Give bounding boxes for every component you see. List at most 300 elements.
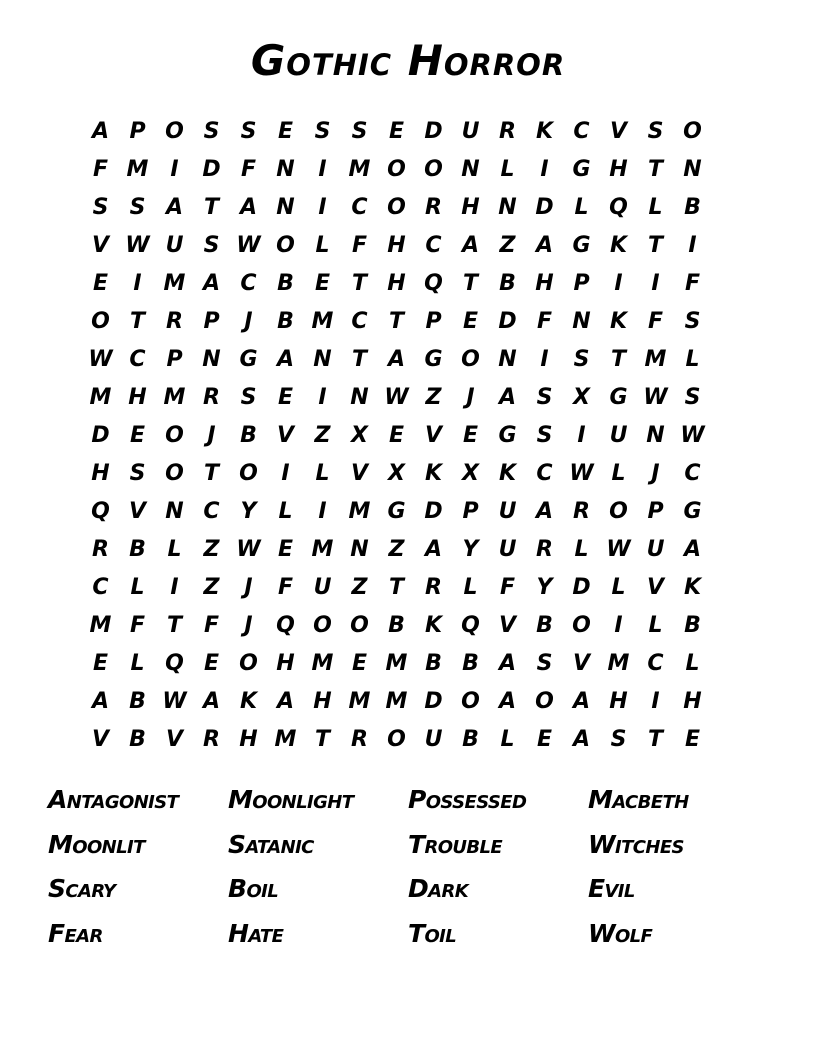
grid-letter[interactable]: V [91,233,110,258]
grid-letter[interactable]: Q [91,499,110,524]
grid-letter[interactable]: I [540,347,549,372]
grid-letter[interactable]: C [573,119,590,144]
grid-letter[interactable]: A [202,271,221,296]
grid-letter[interactable]: S [536,385,553,410]
grid-letter[interactable]: J [651,461,660,486]
grid-letter[interactable]: F [129,613,146,638]
grid-letter[interactable]: O [350,613,369,638]
grid-letter[interactable]: X [388,461,405,486]
grid-letter[interactable]: V [165,727,184,752]
grid-letter[interactable]: A [276,347,295,372]
grid-letter[interactable]: Q [276,613,295,638]
grid-letter[interactable]: O [683,119,702,144]
grid-letter[interactable]: L [130,575,145,600]
grid-letter[interactable]: I [318,385,327,410]
grid-letter[interactable]: B [499,271,516,296]
grid-letter[interactable]: M [311,537,334,562]
grid-letter[interactable]: P [425,309,442,334]
grid-letter[interactable]: J [244,309,253,334]
grid-letter[interactable]: C [684,461,701,486]
grid-letter[interactable]: E [277,537,294,562]
grid-letter[interactable]: O [91,309,110,334]
grid-letter[interactable]: E [462,423,479,448]
grid-letter[interactable]: N [276,157,295,182]
word-list-item: Trouble [408,829,503,859]
grid-letter[interactable]: V [128,499,147,524]
grid-letter[interactable]: W [569,461,594,486]
grid-letter[interactable]: I [540,157,549,182]
grid-letter[interactable]: L [463,575,478,600]
grid-letter[interactable]: O [165,119,184,144]
grid-letter[interactable]: E [92,651,109,676]
grid-letter[interactable]: H [609,689,628,714]
grid-letter[interactable]: J [244,613,253,638]
grid-letter[interactable]: L [685,651,700,676]
grid-letter[interactable]: I [577,423,586,448]
grid-letter[interactable]: M [89,613,112,638]
grid-letter[interactable]: H [609,157,628,182]
grid-letter[interactable]: A [498,651,517,676]
grid-letter[interactable]: O [239,651,258,676]
grid-letter[interactable]: L [167,537,182,562]
grid-letter[interactable]: I [318,195,327,220]
grid-letter[interactable]: N [202,347,221,372]
grid-letter[interactable]: S [92,195,109,220]
grid-letter[interactable]: E [462,309,479,334]
grid-letter[interactable]: B [129,727,146,752]
grid-letter[interactable]: W [236,233,261,258]
grid-letter[interactable]: N [313,347,332,372]
grid-letter[interactable]: P [129,119,146,144]
grid-letter[interactable]: B [277,309,294,334]
grid-letter[interactable]: E [314,271,331,296]
grid-letter[interactable]: T [203,195,219,220]
grid-letter[interactable]: W [162,689,187,714]
grid-letter[interactable]: A [202,689,221,714]
grid-letter[interactable]: A [572,727,591,752]
grid-letter[interactable]: M [348,157,371,182]
grid-letter[interactable]: E [277,119,294,144]
grid-letter[interactable]: Z [499,233,516,258]
grid-letter[interactable]: O [461,347,480,372]
grid-letter[interactable]: U [646,537,665,562]
grid-letter[interactable]: A [424,537,443,562]
grid-letter[interactable]: L [685,347,700,372]
grid-letter[interactable]: R [92,537,109,562]
grid-letter[interactable]: N [350,385,369,410]
grid-letter[interactable]: O [387,195,406,220]
grid-letter[interactable]: I [318,157,327,182]
grid-letter[interactable]: C [351,195,368,220]
grid-letter[interactable]: T [647,157,663,182]
grid-letter[interactable]: R [203,385,220,410]
grid-letter[interactable]: O [609,499,628,524]
grid-letter[interactable]: E [388,423,405,448]
grid-letter[interactable]: T [129,309,145,334]
grid-letter[interactable]: B [388,613,405,638]
grid-letter[interactable]: I [281,461,290,486]
grid-letter[interactable]: L [315,233,330,258]
grid-letter[interactable]: M [385,651,408,676]
grid-letter[interactable]: U [498,537,517,562]
grid-letter[interactable]: D [424,499,443,524]
grid-letter[interactable]: O [387,727,406,752]
grid-letter[interactable]: S [536,651,553,676]
grid-letter[interactable]: Z [314,423,331,448]
grid-letter[interactable]: H [461,195,480,220]
word-list-item: Moonlight [228,785,354,814]
grid-letter[interactable]: T [647,727,663,752]
grid-letter[interactable]: N [498,347,517,372]
word-list-item: Dark [408,874,469,903]
grid-letter[interactable]: V [609,119,628,144]
grid-letter[interactable]: G [424,347,443,372]
grid-letter[interactable]: R [499,119,516,144]
grid-letter[interactable]: C [240,271,257,296]
grid-letter[interactable]: T [462,271,478,296]
grid-letter[interactable]: O [165,461,184,486]
word-list-item: Evil [588,874,635,903]
grid-letter[interactable]: H [683,689,702,714]
grid-letter[interactable]: I [614,613,623,638]
grid-letter[interactable]: P [462,499,479,524]
grid-letter[interactable]: O [387,157,406,182]
grid-letter[interactable]: A [91,689,110,714]
grid-letter[interactable]: T [388,575,404,600]
grid-letter[interactable]: C [647,651,664,676]
grid-letter[interactable]: S [684,385,701,410]
grid-letter[interactable]: Z [425,385,442,410]
grid-letter[interactable]: Z [351,575,368,600]
grid-letter[interactable]: R [536,537,553,562]
grid-letter[interactable]: T [388,309,404,334]
grid-letter[interactable]: S [573,347,590,372]
grid-letter[interactable]: T [314,727,330,752]
grid-letter[interactable]: N [572,309,591,334]
grid-letter[interactable]: M [163,385,186,410]
grid-letter[interactable]: F [203,613,220,638]
grid-letter[interactable]: E [684,727,701,752]
grid-letter[interactable]: A [535,499,554,524]
grid-letter[interactable]: S [240,385,257,410]
grid-letter[interactable]: A [91,119,110,144]
grid-letter[interactable]: B [129,537,146,562]
grid-letter[interactable]: E [203,651,220,676]
grid-letter[interactable]: U [498,499,517,524]
grid-letter[interactable]: F [684,271,701,296]
grid-letter[interactable]: W [606,537,631,562]
grid-letter[interactable]: S [647,119,664,144]
grid-letter[interactable]: E [351,651,368,676]
grid-letter[interactable]: D [572,575,591,600]
grid-letter[interactable]: D [424,689,443,714]
grid-letter[interactable]: O [165,423,184,448]
grid-letter[interactable]: N [498,195,517,220]
grid-letter[interactable]: O [572,613,591,638]
grid-letter[interactable]: J [244,575,253,600]
grid-letter[interactable]: S [129,461,146,486]
grid-letter[interactable]: D [91,423,110,448]
grid-letter[interactable]: Z [203,537,220,562]
grid-letter[interactable]: C [425,233,442,258]
grid-letter[interactable]: O [535,689,554,714]
grid-letter[interactable]: A [276,689,295,714]
grid-letter[interactable]: H [535,271,554,296]
grid-letter[interactable]: K [424,461,443,486]
grid-letter[interactable]: W [88,347,113,372]
grid-letter[interactable]: H [387,271,406,296]
grid-letter[interactable]: A [498,689,517,714]
grid-letter[interactable]: I [651,689,660,714]
grid-letter[interactable]: A [461,233,480,258]
grid-letter[interactable]: L [611,461,626,486]
grid-letter[interactable]: L [574,195,589,220]
grid-letter[interactable]: M [274,727,297,752]
grid-letter[interactable]: K [498,461,517,486]
grid-letter[interactable]: D [498,309,517,334]
grid-letter[interactable]: V [646,575,665,600]
grid-letter[interactable]: G [387,499,406,524]
grid-letter[interactable]: K [535,119,554,144]
grid-letter[interactable]: S [203,119,220,144]
grid-letter[interactable]: V [276,423,295,448]
grid-letter[interactable]: L [315,461,330,486]
grid-letter[interactable]: S [129,195,146,220]
grid-letter[interactable]: I [318,499,327,524]
grid-letter[interactable]: Q [165,651,184,676]
grid-letter[interactable]: F [499,575,516,600]
grid-letter[interactable]: D [202,157,221,182]
grid-letter[interactable]: P [203,309,220,334]
grid-letter[interactable]: Q [461,613,480,638]
grid-letter[interactable]: N [683,157,702,182]
grid-letter[interactable]: S [203,233,220,258]
grid-letter[interactable]: X [462,461,479,486]
grid-letter[interactable]: T [647,233,663,258]
grid-letter[interactable]: B [684,195,701,220]
grid-letter[interactable]: G [572,233,591,258]
grid-letter[interactable]: Z [203,575,220,600]
grid-letter[interactable]: I [614,271,623,296]
grid-letter[interactable]: L [500,727,515,752]
grid-letter[interactable]: A [239,195,258,220]
grid-letter[interactable]: M [385,689,408,714]
grid-letter[interactable]: R [203,727,220,752]
grid-letter[interactable]: W [125,233,150,258]
grid-letter[interactable]: O [276,233,295,258]
grid-letter[interactable]: V [91,727,110,752]
grid-letter[interactable]: L [500,157,515,182]
grid-letter[interactable]: W [680,423,705,448]
grid-letter[interactable]: H [91,461,110,486]
grid-letter[interactable]: M [311,309,334,334]
grid-letter[interactable]: I [688,233,697,258]
grid-letter[interactable]: K [609,233,628,258]
grid-letter[interactable]: T [610,347,626,372]
grid-letter[interactable]: S [684,309,701,334]
grid-letter[interactable]: K [609,309,628,334]
grid-letter[interactable]: S [536,423,553,448]
grid-letter[interactable]: B [240,423,257,448]
grid-letter[interactable]: H [276,651,295,676]
grid-letter[interactable]: O [424,157,443,182]
grid-letter[interactable]: O [239,461,258,486]
grid-letter[interactable]: W [643,385,668,410]
grid-letter[interactable]: N [165,499,184,524]
grid-letter[interactable]: M [348,499,371,524]
grid-letter[interactable]: B [277,271,294,296]
grid-letter[interactable]: Z [388,537,405,562]
grid-letter[interactable]: R [425,575,442,600]
grid-letter[interactable]: M [163,271,186,296]
grid-letter[interactable]: E [129,423,146,448]
grid-letter[interactable]: G [572,157,591,182]
grid-letter[interactable]: O [461,689,480,714]
grid-letter[interactable]: M [126,157,149,182]
grid-letter[interactable]: B [129,689,146,714]
grid-letter[interactable]: T [166,613,182,638]
grid-letter[interactable]: H [239,727,258,752]
grid-letter[interactable]: X [573,385,590,410]
grid-letter[interactable]: F [92,157,109,182]
grid-letter[interactable]: V [424,423,443,448]
grid-letter[interactable]: M [644,347,667,372]
grid-letter[interactable]: I [170,157,179,182]
grid-letter[interactable]: L [130,651,145,676]
grid-letter[interactable]: U [461,119,480,144]
grid-letter[interactable]: B [536,613,553,638]
grid-letter[interactable]: T [203,461,219,486]
grid-row [82,531,748,569]
grid-letter[interactable]: J [466,385,475,410]
grid-letter[interactable]: V [350,461,369,486]
grid-letter[interactable]: L [278,499,293,524]
grid-letter[interactable]: N [350,537,369,562]
grid-letter[interactable]: A [572,689,591,714]
grid-letter[interactable]: C [203,499,220,524]
grid-letter[interactable]: F [536,309,553,334]
grid-letter[interactable]: F [351,233,368,258]
grid-letter[interactable]: G [498,423,517,448]
grid-letter[interactable]: B [462,651,479,676]
grid-letter[interactable]: B [462,727,479,752]
grid-letter[interactable]: F [240,157,257,182]
grid-letter[interactable]: O [313,613,332,638]
grid-letter[interactable]: S [240,119,257,144]
grid-letter[interactable]: W [236,537,261,562]
grid-letter[interactable]: N [276,195,295,220]
grid-letter[interactable]: R [425,195,442,220]
grid-letter[interactable]: Y [536,575,553,600]
grid-letter[interactable]: P [647,499,664,524]
grid-letter[interactable]: S [314,119,331,144]
grid-letter[interactable]: P [166,347,183,372]
grid-letter[interactable]: T [351,347,367,372]
grid-letter[interactable]: I [651,271,660,296]
grid-letter[interactable]: M [607,651,630,676]
grid-letter[interactable]: X [351,423,368,448]
grid-letter[interactable]: T [351,271,367,296]
grid-letter[interactable]: M [348,689,371,714]
grid-letter[interactable]: A [387,347,406,372]
grid-letter[interactable]: C [351,309,368,334]
grid-letter[interactable]: D [424,119,443,144]
grid-letter[interactable]: E [536,727,553,752]
grid-letter[interactable]: U [313,575,332,600]
grid-letter[interactable]: G [239,347,258,372]
word-list-item: Witches [588,829,684,859]
grid-letter[interactable]: G [609,385,628,410]
grid-letter[interactable]: H [128,385,147,410]
grid-letter[interactable]: P [573,271,590,296]
grid-letter[interactable]: C [129,347,146,372]
grid-letter[interactable]: D [535,195,554,220]
grid-letter[interactable]: Y [462,537,479,562]
grid-letter[interactable]: M [311,651,334,676]
grid-letter[interactable]: B [684,613,701,638]
grid-letter[interactable]: S [351,119,368,144]
grid-letter[interactable]: U [165,233,184,258]
grid-letter[interactable]: K [424,613,443,638]
grid-letter[interactable]: L [648,195,663,220]
grid-letter[interactable]: F [277,575,294,600]
grid-letter[interactable]: E [92,271,109,296]
grid-letter[interactable]: H [313,689,332,714]
grid-letter[interactable]: C [92,575,109,600]
grid-row [82,227,748,265]
grid-letter[interactable]: L [648,613,663,638]
grid-letter[interactable]: K [683,575,702,600]
grid-letter[interactable]: B [425,651,442,676]
grid-letter[interactable]: R [573,499,590,524]
grid-letter[interactable]: F [647,309,664,334]
word-list-item: Toil [408,918,457,948]
grid-letter[interactable]: G [683,499,702,524]
grid-letter[interactable]: L [574,537,589,562]
grid-letter[interactable]: Q [424,271,443,296]
grid-letter[interactable]: I [170,575,179,600]
grid-letter[interactable]: S [610,727,627,752]
grid-letter[interactable]: N [461,157,480,182]
grid-letter[interactable]: M [89,385,112,410]
grid-letter[interactable]: E [277,385,294,410]
grid-row [82,683,748,721]
grid-letter[interactable]: K [239,689,258,714]
grid-letter[interactable]: A [498,385,517,410]
grid-letter[interactable]: W [384,385,409,410]
grid-letter[interactable]: A [683,537,702,562]
grid-letter[interactable]: H [387,233,406,258]
grid-letter[interactable]: A [535,233,554,258]
grid-letter[interactable]: R [351,727,368,752]
grid-letter[interactable]: C [536,461,553,486]
grid-letter[interactable]: N [646,423,665,448]
grid-letter[interactable]: U [424,727,443,752]
grid-letter[interactable]: Q [609,195,628,220]
grid-letter[interactable]: E [388,119,405,144]
grid-row [82,341,748,379]
word-list-item: Scary [48,874,116,903]
grid-letter[interactable]: J [207,423,216,448]
grid-letter[interactable]: Y [240,499,257,524]
grid-letter[interactable]: I [133,271,142,296]
grid-letter[interactable]: R [166,309,183,334]
grid-letter[interactable]: V [572,651,591,676]
grid-letter[interactable]: A [165,195,184,220]
grid-letter[interactable]: L [611,575,626,600]
grid-letter[interactable]: V [498,613,517,638]
grid-letter[interactable]: U [609,423,628,448]
